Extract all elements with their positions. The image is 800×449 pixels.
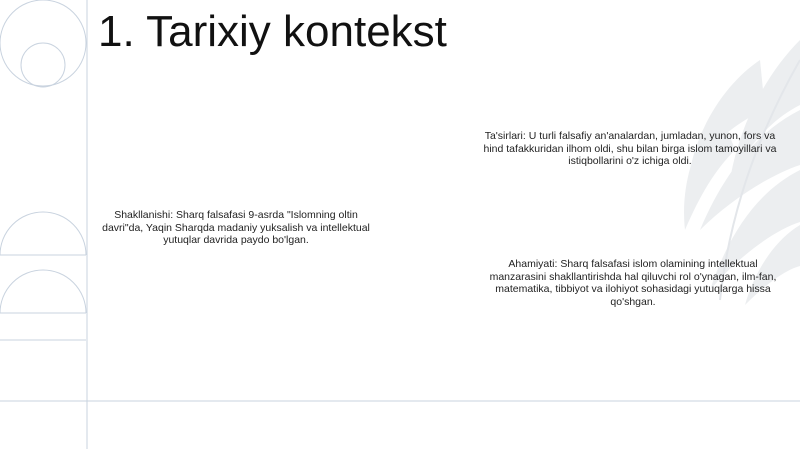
text-block-shakllanishi: Shakllanishi: Sharq falsafasi 9-asrda "Islomning oltin davri"da, Yaqin Sharqda madaniy yuksalish va intellektual yutuqlar davrida paydo bo'lgan. <box>102 209 370 246</box>
text-block-tasirlari: Ta'sirlari: U turli falsafiy an'analardan, jumladan, yunon, fors va hind tafakkuridan ilhom oldi, shu bilan birga islom tamoyillari va istiqbollarini o'z ichiga oldi. <box>483 130 777 167</box>
text-block-ahamiyati: Ahamiyati: Sharq falsafasi islom olamining intellektual manzarasini shakllantirishda hal qiluvchi rol o'ynagan, ilm-fan, matematika, tibbiyot va ilohiyot sohasidagi yutuqlarga hissa qo'shgan. <box>489 258 777 308</box>
slide-title: 1. Tarixiy kontekst <box>98 7 447 56</box>
